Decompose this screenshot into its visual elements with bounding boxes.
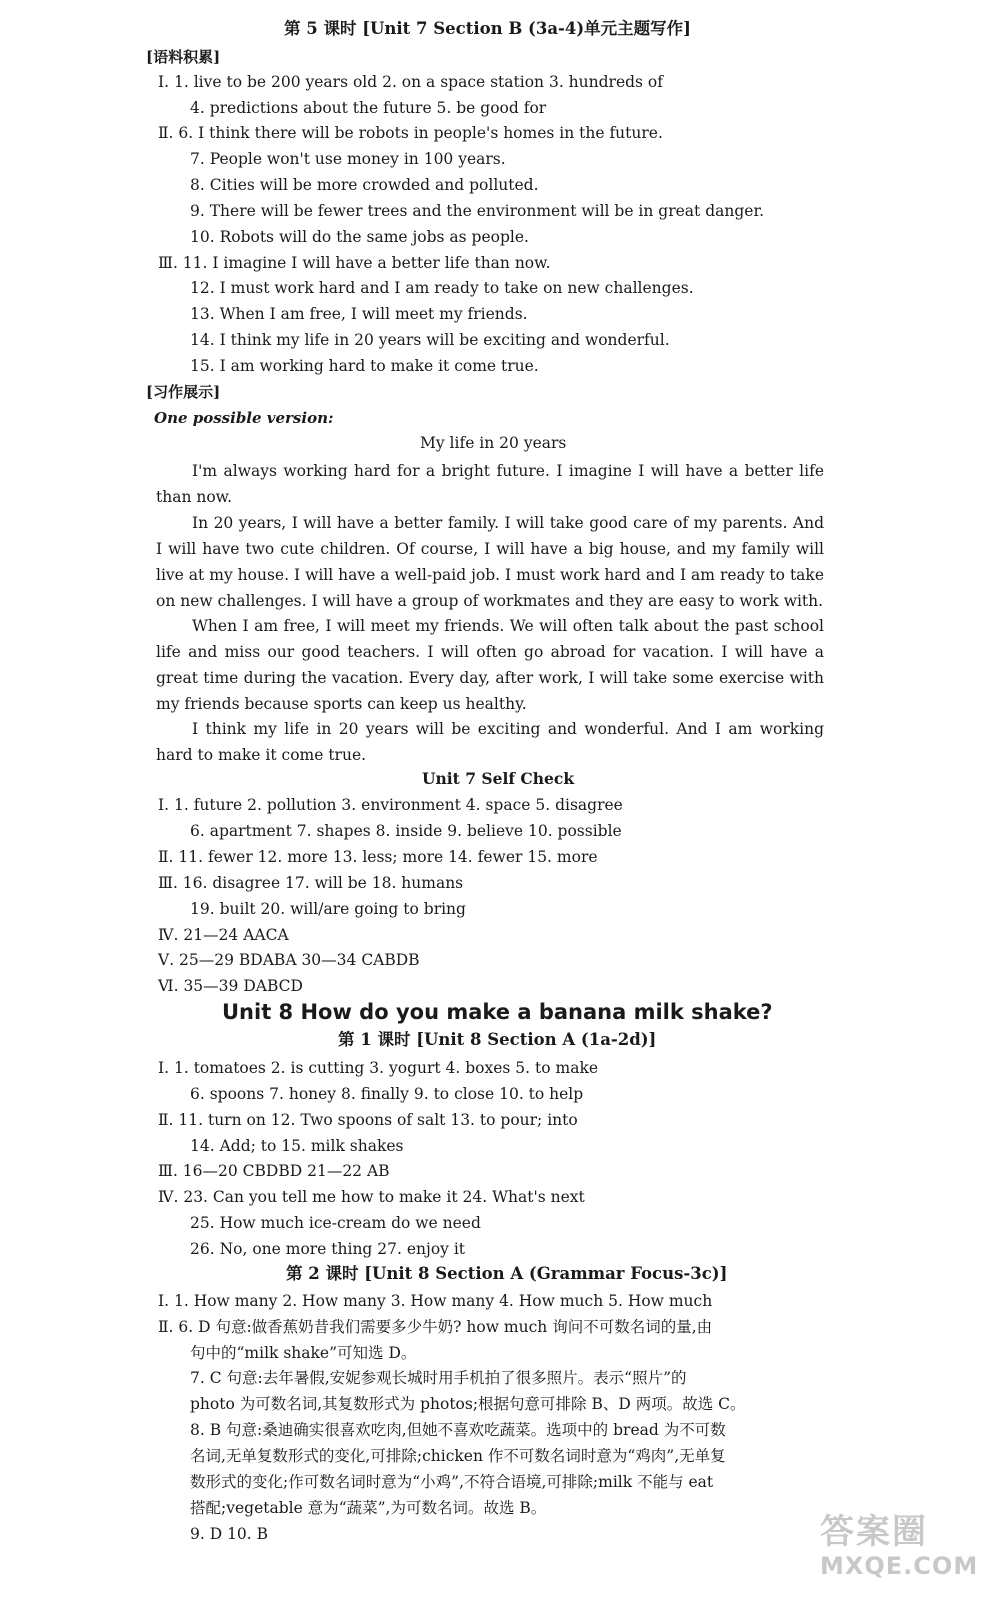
essay-paragraph: When I am free, I will meet my friends. We will often talk about the past school life and miss our good teachers. I will often go abroad for vacation. I will have a great time during the vacation. Every day, after work, I will take some exercise with my friends because sports can keep us healthy. [156, 617, 824, 713]
text-line: 10. Robots will do the same jobs as people. [190, 228, 529, 246]
text-line: 第 2 课时 [Unit 8 Section A (Grammar Focus-3c)] [286, 1264, 728, 1283]
text-line: 19. built 20. will/are going to bring [190, 900, 466, 918]
text-line: Ⅵ. 35—39 DABCD [158, 977, 303, 995]
essay-paragraph: I think my life in 20 years will be exciting and wonderful. And I am working hard to make it come true. [156, 720, 824, 764]
text-line: 12. I must work hard and I am ready to take on new challenges. [190, 279, 694, 297]
text-line: Ⅲ. 16—20 CBDBD 21—22 AB [158, 1162, 390, 1180]
text-line: 14. Add; to 15. milk shakes [190, 1137, 404, 1155]
text-line: 7. C 句意:去年暑假,安妮参观长城时用手机拍了很多照片。表示“照片”的 [190, 1369, 687, 1387]
text-line: [语料积累] [146, 48, 221, 66]
text-line: Ⅰ. 1. How many 2. How many 3. How many 4. How much 5. How much [158, 1292, 713, 1310]
text-line: Ⅳ. 23. Can you tell me how to make it 24. What's next [158, 1188, 585, 1206]
text-line: Ⅰ. 1. live to be 200 years old 2. on a space station 3. hundreds of [158, 73, 663, 91]
text-line: Ⅱ. 11. turn on 12. Two spoons of salt 13. to pour; into [158, 1111, 578, 1129]
text-line: photo 为可数名词,其复数形式为 photos;根据句意可排除 B、D 两项。故选 C。 [190, 1395, 746, 1413]
text-line: Ⅱ. 11. fewer 12. more 13. less; more 14. fewer 15. more [158, 848, 598, 866]
text-line: 7. People won't use money in 100 years. [190, 150, 506, 168]
text-line: 14. I think my life in 20 years will be exciting and wonderful. [190, 331, 670, 349]
text-line: Unit 7 Self Check [422, 769, 575, 788]
text-line: Ⅲ. 11. I imagine I will have a better life than now. [158, 254, 551, 272]
text-line: 第 5 课时 [Unit 7 Section B (3a-4)单元主题写作] [284, 19, 691, 38]
text-line: Ⅳ. 21—24 AACA [158, 926, 289, 944]
text-line: Ⅴ. 25—29 BDABA 30—34 CABDB [158, 951, 420, 969]
text-line: Ⅱ. 6. D 句意:做香蕉奶昔我们需要多少牛奶? how much 询问不可数名词的量,由 [158, 1318, 713, 1336]
text-line: Ⅱ. 6. I think there will be robots in people's homes in the future. [158, 124, 663, 142]
text-line: 25. How much ice-cream do we need [190, 1214, 481, 1232]
text-line: 8. B 句意:桑迪确实很喜欢吃肉,但她不喜欢吃蔬菜。选项中的 bread 为不可数 [190, 1421, 726, 1439]
text-line: Unit 8 How do you make a banana milk shake? [222, 1000, 773, 1024]
text-line: 6. spoons 7. honey 8. finally 9. to close 10. to help [190, 1085, 584, 1103]
essay-paragraph: In 20 years, I will have a better family. I will take good care of my parents. And I will have two cute children. Of course, I will have a big house, and my family will live at my house. I will have a well-paid job. I must work hard and I am ready to take on new challenges. I will have a group of workmates and they are easy to work with. [156, 514, 824, 610]
text-line: 名词,无单复数形式的变化,可排除;chicken 作不可数名词时意为“鸡肉”,无单复 [190, 1447, 726, 1465]
essay-paragraph: I'm always working hard for a bright future. I imagine I will have a better life than now. [156, 462, 824, 506]
text-line: [习作展示] [146, 383, 221, 401]
text-line: Ⅰ. 1. tomatoes 2. is cutting 3. yogurt 4. boxes 5. to make [158, 1059, 599, 1077]
text-line: One possible version: [154, 409, 334, 427]
text-line: 15. I am working hard to make it come true. [190, 357, 539, 375]
text-line: 9. There will be fewer trees and the environment will be in great danger. [190, 202, 765, 220]
text-line: 26. No, one more thing 27. enjoy it [190, 1240, 466, 1258]
text-line: 第 1 课时 [Unit 8 Section A (1a-2d)] [338, 1030, 657, 1049]
text-line: 句中的“milk shake”可知选 D。 [190, 1344, 417, 1362]
text-line: Ⅲ. 16. disagree 17. will be 18. humans [158, 874, 464, 892]
watermark-bottom: MXQE.COM [820, 1552, 979, 1580]
text-line: 数形式的变化;作可数名词时意为“小鸡”,不符合语境,可排除;milk 不能与 eat [190, 1473, 714, 1491]
text-line: 6. apartment 7. shapes 8. inside 9. believe 10. possible [190, 822, 622, 840]
text-line: My life in 20 years [420, 434, 567, 452]
text-line: Ⅰ. 1. future 2. pollution 3. environment 4. space 5. disagree [158, 796, 623, 814]
text-line: 8. Cities will be more crowded and polluted. [190, 176, 539, 194]
text-line: 9. D 10. B [190, 1525, 269, 1543]
text-line: 4. predictions about the future 5. be good for [190, 99, 547, 117]
text-line: 13. When I am free, I will meet my friends. [190, 305, 528, 323]
text-line: 搭配;vegetable 意为“蔬菜”,为可数名词。故选 B。 [190, 1499, 547, 1517]
watermark-logo [820, 1512, 990, 1592]
watermark-top: 答案圈 [820, 1512, 928, 1552]
